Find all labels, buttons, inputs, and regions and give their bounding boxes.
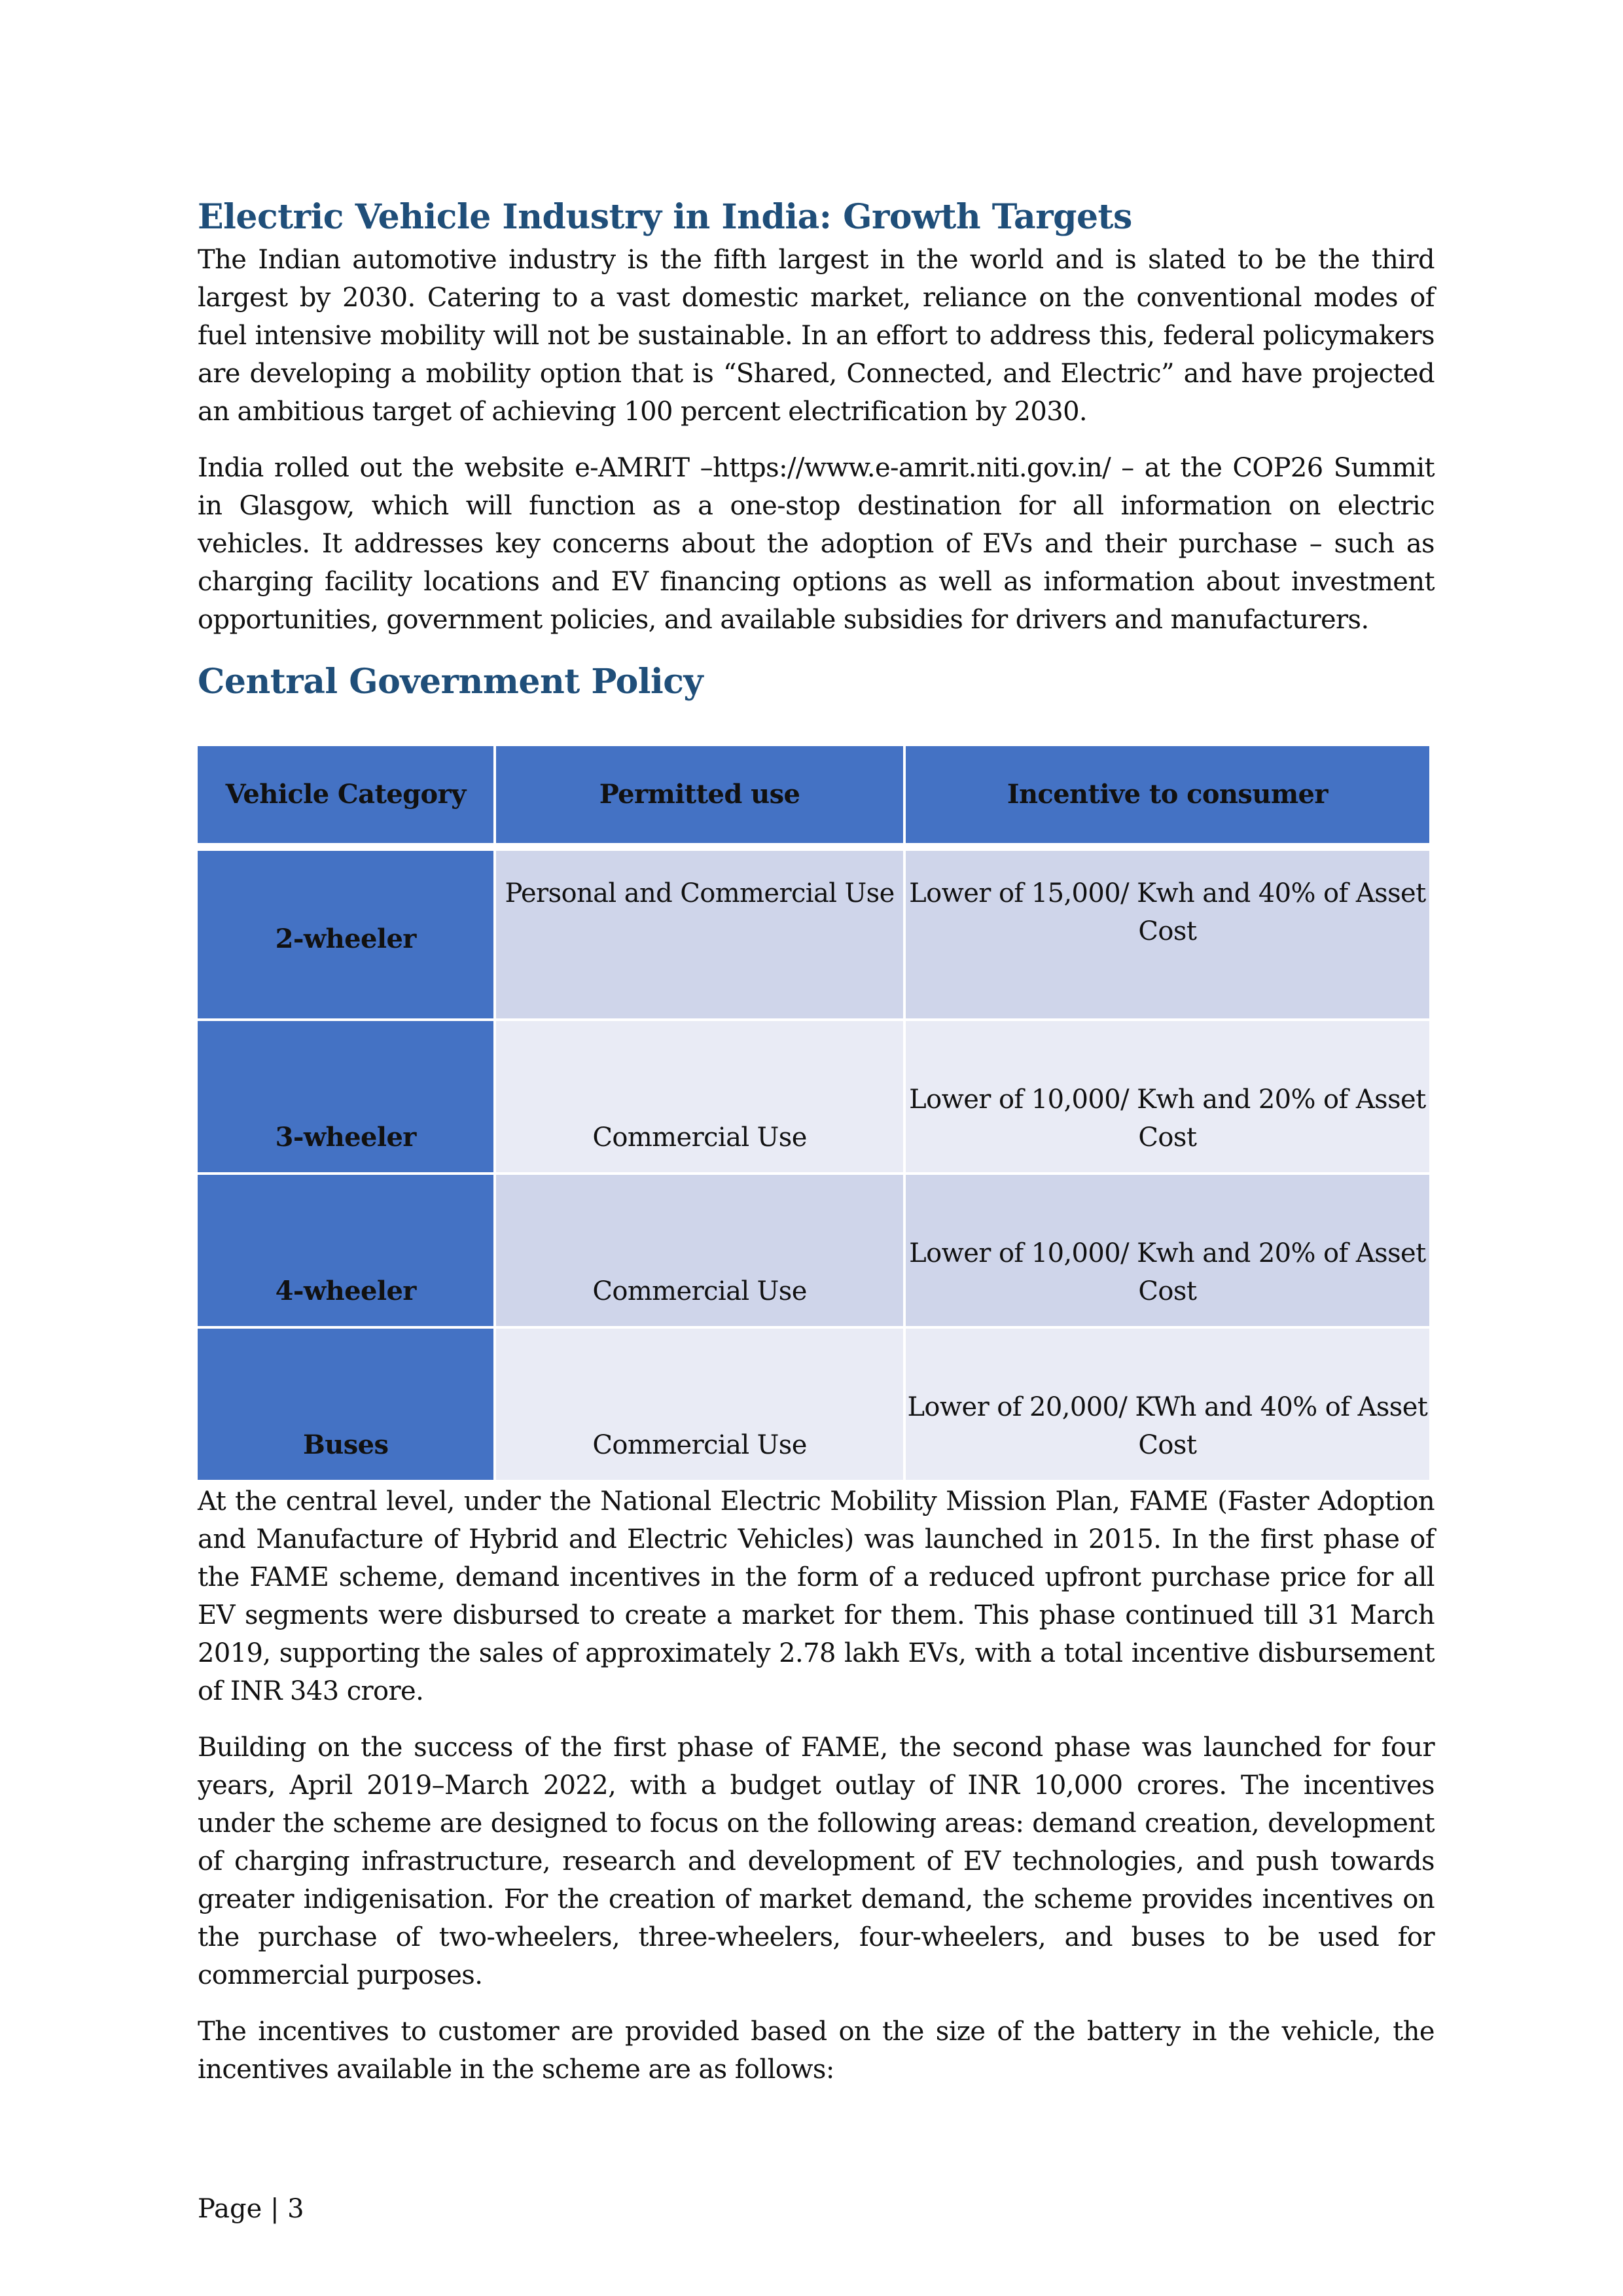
cell-category: Buses [198, 1329, 493, 1480]
cell-incentive: Lower of 20,000/ KWh and 40% of Asset Cost [906, 1329, 1429, 1480]
incentive-table [195, 744, 1432, 1482]
page-number: Page | 3 [198, 2194, 304, 2224]
cell-incentive: Lower of 10,000/ Kwh and 20% of Asset Cost [906, 1175, 1429, 1326]
header-incentive: Incentive to consumer [906, 746, 1429, 843]
section-heading-central-policy: Central Government Policy [198, 662, 704, 702]
table-row [198, 1175, 1429, 1326]
cell-permitted-use: Personal and Commercial Use [496, 851, 902, 1018]
cell-permitted-use: Commercial Use [496, 1329, 902, 1480]
table-header-row [198, 746, 1429, 843]
cell-permitted-use: Commercial Use [496, 1021, 902, 1172]
section-heading-growth-targets: Electric Vehicle Industry in India: Growth Targets [198, 197, 1132, 237]
header-permitted-use: Permitted use [496, 746, 902, 843]
table-row [198, 1021, 1429, 1172]
paragraph-incentives-intro: The incentives to customer are provided based on the size of the battery in the vehicle, the incentives available in the scheme are as follows: [198, 2017, 1435, 2085]
cell-incentive: Lower of 15,000/ Kwh and 40% of Asset Cost [906, 851, 1429, 1018]
paragraph-fame-phase-two: Building on the success of the first phase of FAME, the second phase was launched for four years, April 2019–March 2022, with a budget outlay of INR 10,000 crores. The incentives under the scheme are designed to focus on the following areas: demand creation, development of charging infrastructure, research and development of EV technologies, and push towards greater indigenisation. For the creation of market demand, the scheme provides incentives on the purchase of two-wheelers, three-wheelers, four-wheelers, and buses to be used for commercial purposes. [198, 1732, 1435, 1990]
header-vehicle-category: Vehicle Category [198, 746, 493, 843]
cell-category: 2-wheeler [198, 851, 493, 1018]
paragraph-e-amrit: India rolled out the website e-AMRIT –https://www.e-amrit.niti.gov.in/ – at the COP26 Summit in Glasgow, which will function as a one-stop destination for all information on electric vehicles. It addresses key concerns about the adoption of EVs and their purchase – such as charging facility locations and EV financing options as well as information about investment opportunities, government policies, and available subsidies for drivers and manufacturers. [198, 453, 1435, 635]
page-content [198, 194, 1435, 2089]
cell-category: 3-wheeler [198, 1021, 493, 1172]
cell-permitted-use: Commercial Use [496, 1175, 902, 1326]
paragraph-fame-phase-one: At the central level, under the National Electric Mobility Mission Plan, FAME (Faster Adoption and Manufacture of Hybrid and Electric Vehicles) was launched in 2015. In the first phase of the FAME scheme, demand incentives in the form of a reduced upfront purchase price for all EV segments were disbursed to create a market for them. This phase continued till 31 March 2019, supporting the sales of approximately 2.78 lakh EVs, with a total incentive disbursement of INR 343 crore. [198, 1486, 1435, 1706]
cell-category: 4-wheeler [198, 1175, 493, 1326]
paragraph-industry-overview: The Indian automotive industry is the fifth largest in the world and is slated to be the third largest by 2030. Catering to a vast domestic market, reliance on the conventional modes of fuel intensive mobility will not be sustainable. In an effort to address this, federal policymakers are developing a mobility option that is “Shared, Connected, and Electric” and have projected an ambitious target of achieving 100 percent electrification by 2030. [198, 245, 1435, 427]
cell-incentive: Lower of 10,000/ Kwh and 20% of Asset Cost [906, 1021, 1429, 1172]
table-row [198, 851, 1429, 1018]
table-row [198, 1329, 1429, 1480]
